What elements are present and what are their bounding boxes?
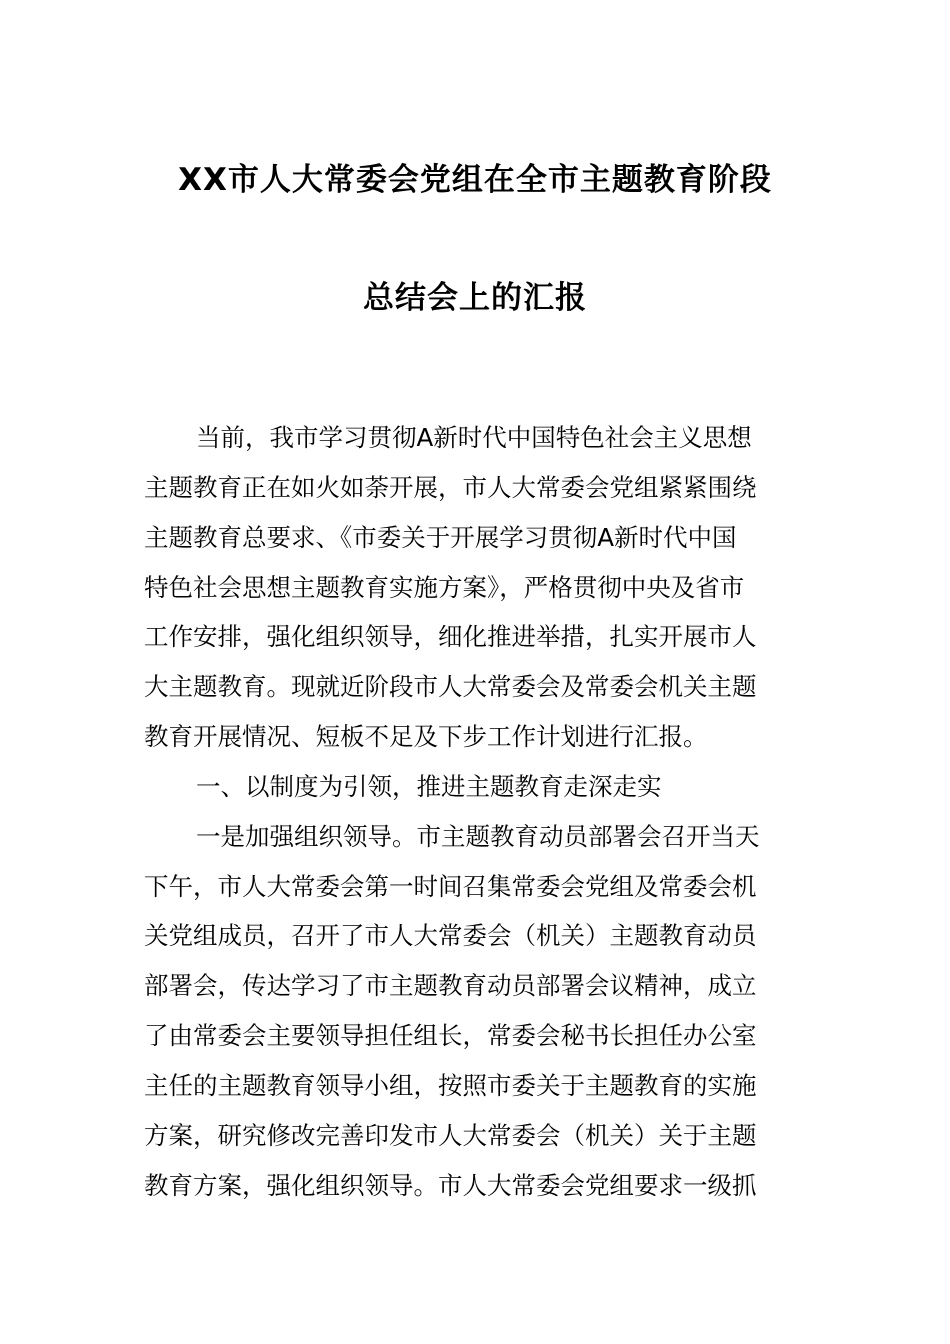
paragraph-1-line-5: 工作安排，强化组织领导，细化推进举措，扎实开展市人	[144, 622, 757, 652]
paragraph-2-line-4: 部署会，传达学习了市主题教育动员部署会议精神，成立	[144, 971, 757, 1001]
document-title-line-2: 总结会上的汇报	[363, 280, 587, 316]
document-body	[144, 418, 814, 1216]
paragraph-1-line-4: 特色社会思想主题教育实施方案》，严格贯彻中央及省市	[144, 572, 745, 602]
paragraph-1-line-7: 教育开展情况、短板不足及下步工作计划进行汇报。	[144, 722, 708, 752]
paragraph-2-line-1: 一是加强组织领导。市主题教育动员部署会召开当天	[196, 821, 760, 851]
document-title-line-1: XX市人大常委会党组在全市主题教育阶段	[178, 162, 772, 198]
paragraph-2-line-7: 方案，研究修改完善印发市人大常委会（机关）关于主题	[144, 1120, 757, 1150]
paragraph-2-line-6: 主任的主题教育领导小组，按照市委关于主题教育的实施	[144, 1070, 757, 1100]
paragraph-1-line-3: 主题教育总要求、《市委关于开展学习贯彻A新时代中国	[144, 522, 737, 552]
paragraph-1-line-1: 当前，我市学习贯彻A新时代中国特色社会主义思想	[196, 423, 752, 452]
paragraph-2-line-8: 教育方案，强化组织领导。市人大常委会党组要求一级抓	[144, 1170, 757, 1200]
paragraph-1-line-6: 大主题教育。现就近阶段市人大常委会及常委会机关主题	[144, 672, 757, 702]
paragraph-2-line-2: 下午，市人大常委会第一时间召集常委会党组及常委会机	[144, 871, 757, 901]
section-heading-1: 一、以制度为引领，推进主题教育走深走实	[196, 771, 662, 801]
paragraph-1-line-2: 主题教育正在如火如荼开展，市人大常委会党组紧紧围绕	[144, 472, 757, 502]
paragraph-2-line-5: 了由常委会主要领导担任组长，常委会秘书长担任办公室	[144, 1021, 757, 1051]
paragraph-2-line-3: 关党组成员，召开了市人大常委会（机关）主题教育动员	[144, 921, 757, 951]
